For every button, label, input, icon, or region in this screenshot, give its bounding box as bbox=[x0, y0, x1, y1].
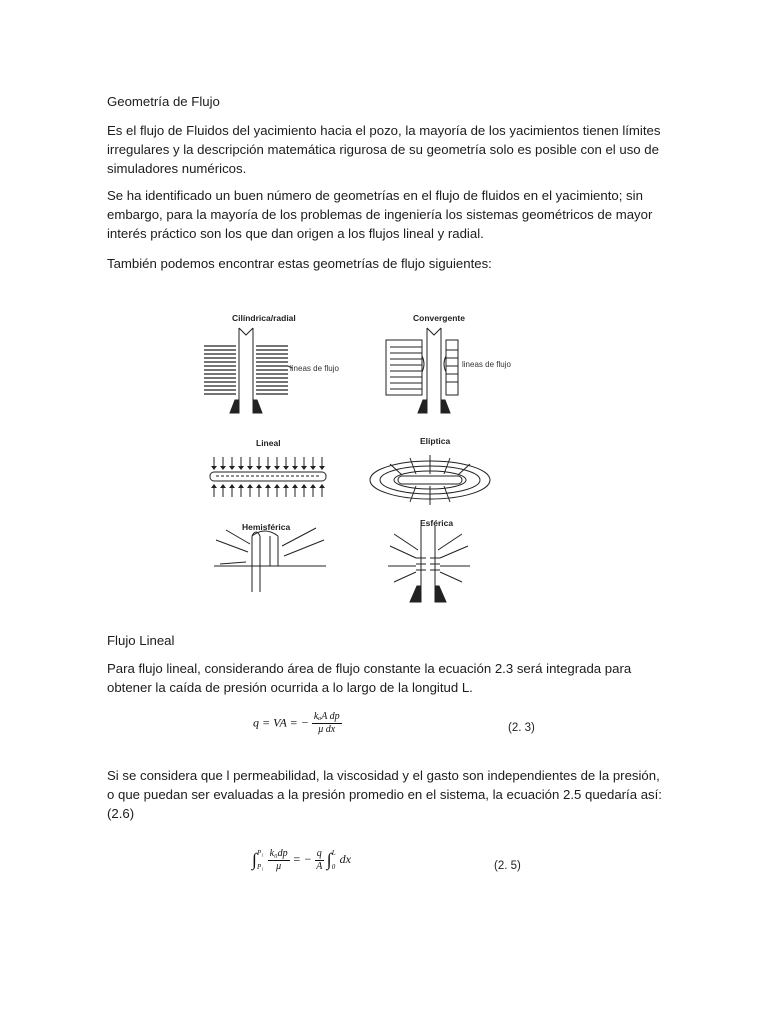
flow-geometries-figure bbox=[190, 300, 540, 620]
intro-paragraph: Es el flujo de Fluidos del yacimiento hacia el pozo, la mayoría de los yacimientos tienen límites irregulares y la descripción matemática rigurosa de su geometría solo es posible con el uso de simuladores numéricos. bbox=[107, 123, 661, 176]
eq2-upper-limit-1: P₁ bbox=[256, 849, 264, 857]
eq2-upper-limit-2: L bbox=[331, 849, 336, 857]
equation-2-5-number: (2. 5) bbox=[494, 860, 521, 872]
equation-2-3-number: (2. 3) bbox=[508, 722, 535, 734]
eq2-denominator-2: A bbox=[316, 860, 323, 872]
eq1-fraction bbox=[312, 711, 342, 736]
elliptical-diagram bbox=[370, 455, 490, 505]
label-hemisferica: Hemisférica bbox=[242, 522, 291, 532]
eq1-denominator: μ dx bbox=[318, 724, 336, 735]
eq2-lower-limit-1: P₁ bbox=[256, 863, 264, 871]
equation-2-5 bbox=[252, 846, 351, 874]
integral-sign-1: ∫ bbox=[252, 849, 257, 870]
section-heading: Geometría de Flujo bbox=[107, 94, 220, 109]
label-eliptica: Elíptica bbox=[420, 436, 451, 446]
eq1-numerator: kₐA dp bbox=[313, 711, 340, 722]
hemispherical-diagram bbox=[214, 528, 326, 592]
equation-2-3 bbox=[253, 711, 342, 736]
label-convergente: Convergente bbox=[413, 313, 465, 323]
label-cilindrica: Cilíndrica/radial bbox=[232, 313, 296, 323]
eq2-fraction-1 bbox=[268, 848, 290, 873]
eq2-numerator-2: q bbox=[316, 847, 322, 859]
figure-drawing bbox=[190, 300, 540, 620]
linear-flow-paragraph: Para flujo lineal, considerando área de flujo constante la ecuación 2.3 será integrada para obtener la caída de presión ocurrida a lo largo de la longitud L. bbox=[107, 661, 632, 695]
spherical-diagram bbox=[388, 526, 470, 602]
label-esferica: Esférica bbox=[420, 518, 454, 528]
eq2-numerator-1: k₀dp bbox=[269, 847, 288, 859]
figure-intro-paragraph: También podemos encontrar estas geometrías de flujo siguientes: bbox=[107, 256, 492, 271]
convergent-diagram bbox=[386, 328, 458, 413]
eq2-fraction-2 bbox=[315, 848, 324, 873]
linear-diagram bbox=[210, 457, 326, 497]
eq2-denominator-1: μ bbox=[276, 860, 282, 872]
subsection-heading: Flujo Lineal bbox=[107, 633, 175, 648]
integral-sign-2: ∫ bbox=[326, 849, 332, 870]
eq1-lhs: q = VA = − bbox=[253, 715, 309, 730]
eq2-tail: dx bbox=[339, 851, 351, 866]
eq2-limits-1 bbox=[257, 846, 264, 874]
eq2-equals: = − bbox=[292, 851, 312, 866]
note-flow-lines-2: lineas de flujo bbox=[462, 360, 511, 369]
label-lineal: Lineal bbox=[256, 438, 281, 448]
assumptions-paragraph: Si se considera que l permeabilidad, la viscosidad y el gasto son independientes de la presión, o que puedan ser evaluadas a la presión promedio en el sistema, la ecuación 2.5 quedaría así: (2.6) bbox=[107, 768, 662, 821]
eq2-limits-2 bbox=[332, 846, 336, 874]
note-flow-lines-1: lineas de flujo bbox=[290, 364, 339, 373]
cylindrical-diagram bbox=[204, 328, 292, 413]
geometries-paragraph: Se ha identificado un buen número de geometrías en el flujo de fluidos en el yacimiento; sin embargo, para la mayoría de los problemas de ingeniería los sistemas geométricos de mayor interés práctico son los que dan origen a los flujos lineal y radial. bbox=[107, 188, 653, 241]
eq2-lower-limit-2: 0 bbox=[331, 863, 336, 871]
